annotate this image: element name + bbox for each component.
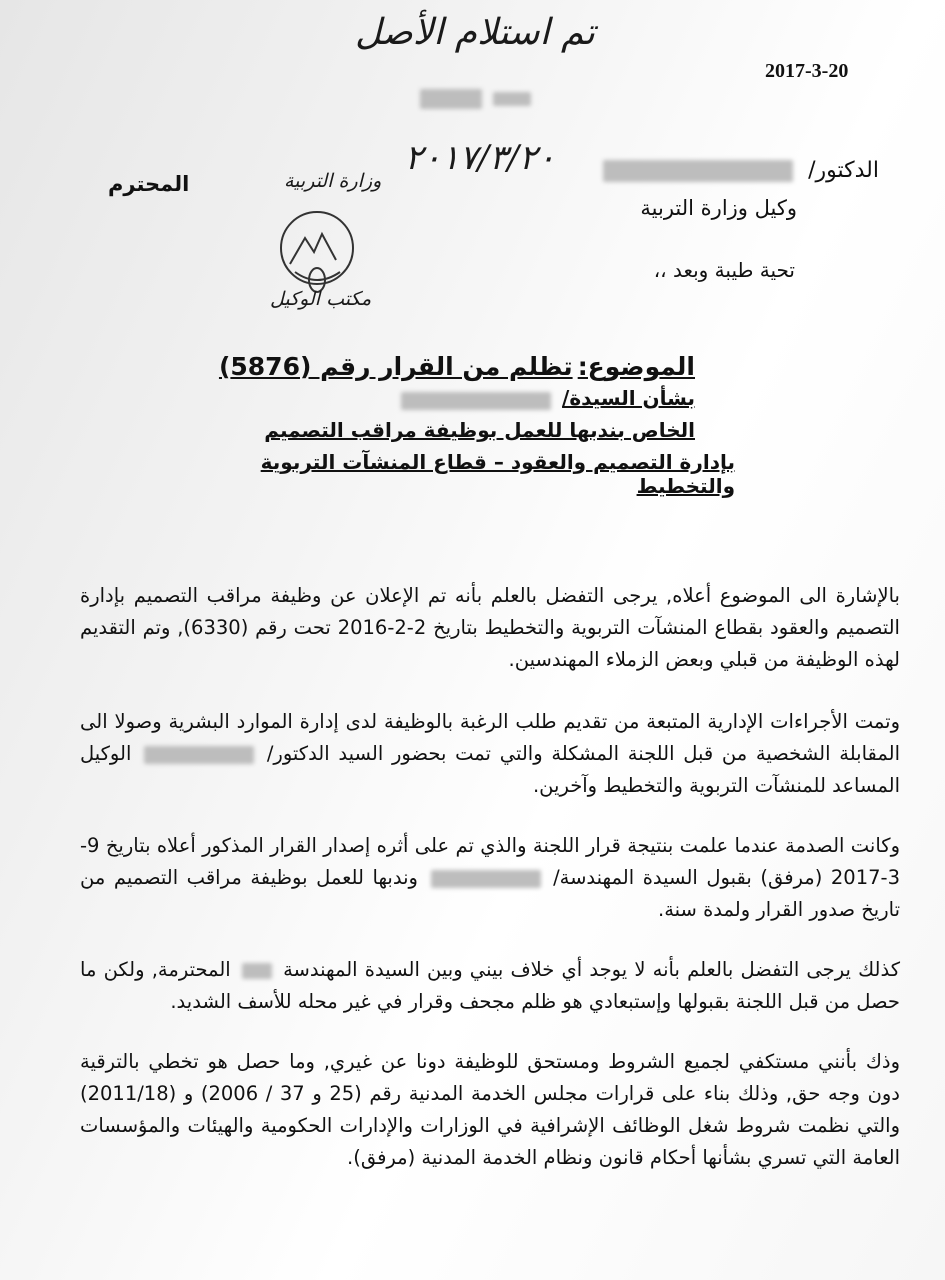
handwritten-received-date: ٢٠١٧/٣/٢٠	[404, 138, 556, 178]
paragraph-3-part-b: وندبها للعمل بوظيفة مراقب التصميم من تاريخ صدور القرار ولمدة سنة.	[80, 866, 900, 921]
paragraph-3	[80, 830, 900, 926]
paragraph-2	[80, 706, 900, 802]
paragraph-2-part-a: وتمت الأجراءات الإدارية المتبعة من تقديم طلب الرغبة بالوظيفة لدى إدارة الموارد البشرية وصولا الى المقابلة الشخصية من قبل اللجنة المشكلة والتي تمت بحضور السيد الدكتور/	[80, 710, 901, 765]
paragraph-3-part-a: وكانت الصدمة عندما علمت بنتيجة قرار اللجنة والذي تم على أثره إصدار القرار المذكور أعلاه بتاريخ 9-3-2017 (مرفق) بقبول السيدة المهندسة/	[80, 834, 900, 889]
paragraph-4-part-b: المحترمة, ولكن ما حصل من قبل اللجنة بقبولها وإستبعادي هو ظلم مجحف وقرار في غير محله للأسف الشديد.	[80, 958, 900, 1013]
paragraph-2-part-b: الوكيل المساعد للمنشآت التربوية والتخطيط وآخرين.	[80, 742, 900, 797]
redacted-doctor-name	[144, 746, 254, 764]
paragraph-1: بالإشارة الى الموضوع أعلاه, يرجى التفضل بالعلم بأنه تم الإعلان عن وظيفة مراقب التصميم بإدارة التصميم والعقود بقطاع المنشآت التربوية والتخطيط بتاريخ 2-2-2016 تحت رقم (6330), وتم التقديم لهذه الوظيفة من قبلي وبعض الزملاء المهندسين.	[80, 584, 900, 671]
ministry-seal	[250, 170, 385, 311]
seal-ministry-text: وزارة التربية	[284, 170, 382, 192]
greeting: تحية طيبة وبعد ،،	[653, 258, 795, 282]
addressee-title-line	[603, 158, 879, 183]
subject-text: تظلم من القرار رقم (5876)	[218, 352, 573, 381]
subject-line-3: الخاص بندبها للعمل بوظيفة مراقب التصميم	[264, 418, 695, 442]
redacted-initials	[420, 88, 531, 109]
paragraph-5: وذك بأنني مستكفي لجميع الشروط ومستحق للوظيفة دونا عن غيري, وما حصل هو تخطي بالترقية دون وجه حق, وذلك بناء على قرارات مجلس الخدمة المدنية رقم (25 و 37 / 2006) و (2011/18) والتي نظمت شروط شغل الوظائف الإشرافية في الوزارات والإدارات الحكومية والهيئات والمؤسسات العامة التي تسري بشأنها أحكام قانون ونظام الخدمة المدنية (مرفق).	[80, 1050, 900, 1169]
subject-label: الموضوع:	[577, 352, 695, 381]
addressee-title: الدكتور/	[808, 158, 879, 183]
redacted-person-name	[401, 392, 551, 410]
seal-office-text: مكتب الوكيل	[270, 288, 372, 310]
redacted-engineer-name	[431, 870, 541, 888]
subject-person-label: بشأن السيدة/	[562, 386, 695, 410]
handwritten-received-note: تم استلام الأصل	[354, 12, 596, 53]
addressee-honorific: المحترم	[108, 172, 190, 196]
paragraph-4-part-a: كذلك يرجى التفضل بالعلم بأنه لا يوجد أي خلاف بيني وبين السيدة المهندسة	[283, 958, 900, 981]
subject-line-4: بإدارة التصميم والعقود – قطاع المنشآت التربوية والتخطيط	[260, 450, 735, 498]
subject-person-line	[195, 386, 695, 410]
paragraph-4	[80, 954, 900, 1018]
letter-date: 2017-3-20	[765, 60, 849, 82]
subject-line	[195, 352, 695, 381]
redacted-addressee-name	[603, 160, 793, 182]
redacted-engineer-name-2	[242, 963, 272, 979]
addressee-position: وكيل وزارة التربية	[640, 196, 797, 220]
